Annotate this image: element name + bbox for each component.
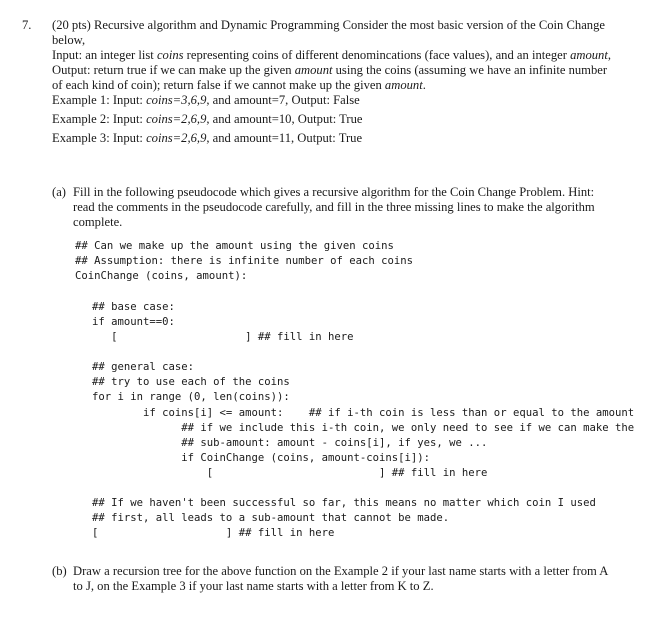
example-3: Example 3: Input: coins=2,6,9, and amount=11, Output: True: [52, 131, 363, 145]
question-number: 7.: [22, 18, 32, 32]
part-b-label: (b): [52, 564, 67, 578]
question-body: [52, 18, 617, 146]
part-a-text: Fill in the following pseudocode which gives a recursive algorithm for the Coin Change Problem. Hint: read the comments in the pseudocode carefully, and fill in the three missing lines to make the algorithm complete.: [73, 185, 595, 229]
pseudocode-base-case: ## base case: if amount==0: [ ] ## fill in here: [92, 301, 354, 344]
pseudocode-header: ## Can we make up the amount using the given coins ## Assumption: there is infinite number of each coins CoinChange (coins, amount):: [75, 240, 414, 283]
pseudocode-general-case: ## general case: ## try to use each of the coins for i in range (0, len(coins)): if coins[i] <= amount: ## if i-th coin is less than or equal to the amount ## if we include this i-th coin, we only need to see if we can make the ## sub-amount: amount - coins[i], if yes, we ... if CoinChange (coins, amount-coins[i]): [ ] ## fill in here: [92, 361, 635, 480]
part-a-label: (a): [52, 185, 66, 199]
example-2: Example 2: Input: coins=2,6,9, and amount=10, Output: True: [52, 112, 363, 126]
pseudocode-fallback: ## If we haven't been successful so far, this means no matter which coin I used ## first, all leads to a sub-amount that cannot be made. [ ] ## fill in here: [92, 497, 596, 540]
example-1: Example 1: Input: coins=3,6,9, and amount=7, Output: False: [52, 93, 360, 107]
part-a: [52, 185, 617, 230]
coins-var: coins: [156, 48, 184, 62]
question-header: (20 pts) Recursive algorithm and Dynamic Programming Consider the most basic version of the Coin Change below,: [52, 18, 605, 47]
output-description: Output: return true if we can make up the given amount using the coins (assuming we have an infinite number of each kind of coin); return false if we cannot make up the given amount.: [52, 63, 608, 92]
amount-var: amount: [570, 48, 608, 62]
part-b: [52, 564, 617, 594]
input-description: Input: an integer list coins representing coins of different denomincations (face values), and an integer amount,: [52, 48, 611, 62]
part-b-text: Draw a recursion tree for the above function on the Example 2 if your last name starts with a letter from A to J, on the Example 3 if your last name starts with a letter from K to Z.: [73, 564, 608, 593]
